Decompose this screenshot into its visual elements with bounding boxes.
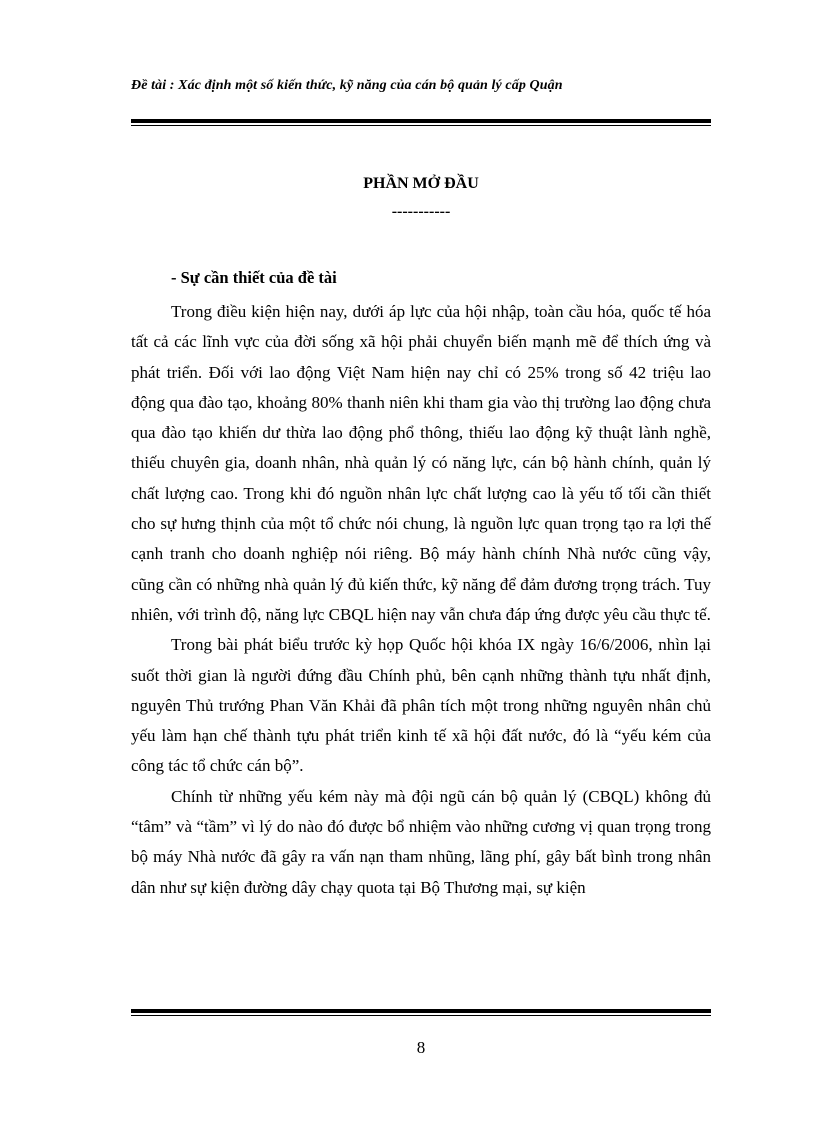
header-divider (131, 119, 711, 126)
page-number: 8 (416, 1038, 426, 1057)
header-title: Đề tài : Xác định một số kiến thức, kỹ năng của cán bộ quản lý cấp Quận (131, 78, 563, 93)
paragraph: Trong bài phát biểu trước kỳ họp Quốc hội khóa IX ngày 16/6/2006, nhìn lại suốt thời gian là người đứng đầu Chính phủ, bên cạnh những thành tựu nhất định, nguyên Thủ trướng Phan Văn Khải đã phân tích một trong những nguyên nhân chủ yếu làm hạn chế thành tựu phát triển kinh tế xã hội đất nước, đó là “yếu kém của công tác tổ chức cán bộ”. (131, 635, 711, 776)
section-heading: - Sự cần thiết của đề tài (171, 268, 337, 287)
paragraph: Chính từ những yếu kém này mà đội ngũ cán bộ quản lý (CBQL) không đủ “tâm” và “tầm” vì lý do nào đó được bổ nhiệm vào những cương vị quan trọng trong bộ máy Nhà nước đã gây ra vấn nạn tham nhũng, lãng phí, gây bất bình trong nhân dân như sự kiện đường dây chạy quota tại Bộ Thương mại, sự kiện (131, 786, 711, 897)
body-text (131, 297, 711, 903)
footer-divider (131, 1009, 711, 1016)
chapter-dashes: ----------- (391, 203, 451, 220)
paragraph: Trong điều kiện hiện nay, dưới áp lực của hội nhập, toàn cầu hóa, quốc tế hóa tất cả các lĩnh vực của đời sống xã hội phải chuyển biến mạnh mẽ để thích ứng và phát triển. Đối với lao động Việt Nam hiện nay chỉ có 25% trong số 42 triệu lao động qua đào tạo, khoảng 80% thanh niên khi tham gia vào thị trường lao động chưa qua đào tạo khiến dư thừa lao động phổ thông, thiếu lao động kỹ thuật lành nghề, thiếu chuyên gia, doanh nhân, nhà quản lý có năng lực, cán bộ hành chính, quản lý chất lượng cao. Trong khi đó nguồn nhân lực chất lượng cao là yếu tố tối cần thiết cho sự hưng thịnh của một tổ chức nói chung, là nguồn lực quan trọng tạo ra lợi thế cạnh tranh cho doanh nghiệp nói riêng. Bộ máy hành chính Nhà nước cũng vậy, cũng cần có những nhà quản lý đủ kiến thức, kỹ năng để đảm đương trọng trách. Tuy nhiên, với trình độ, năng lực CBQL hiện nay vẫn chưa đáp ứng được yêu cầu thực tế. (131, 302, 711, 624)
chapter-title: PHẦN MỞ ĐẦU (363, 175, 479, 192)
